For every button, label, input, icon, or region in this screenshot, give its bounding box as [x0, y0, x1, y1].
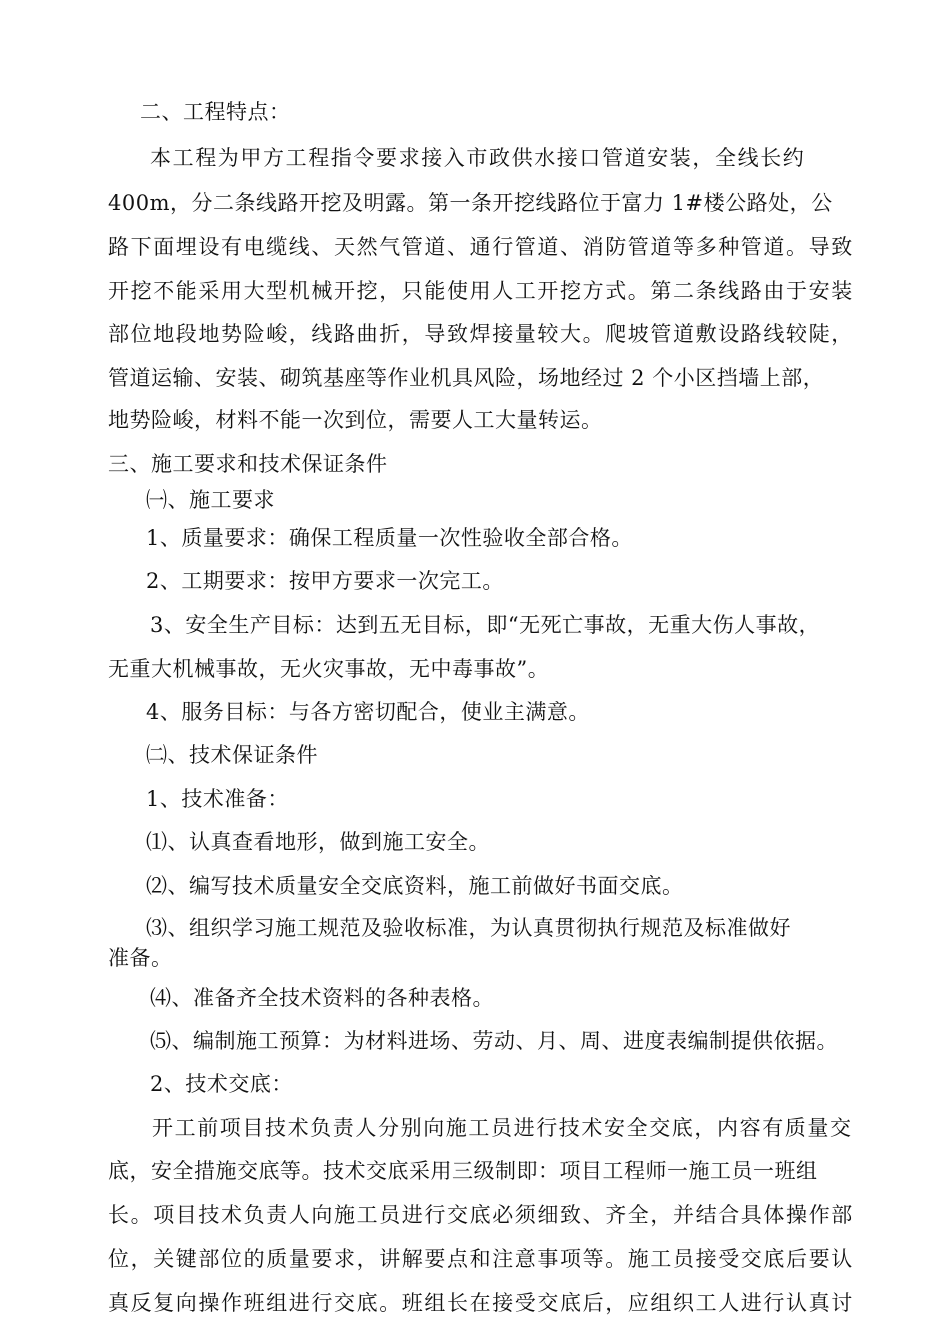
section-2-paragraph-line: 管道运输、安装、砌筑基座等作业机具风险，场地经过 2 个小区挡墙上部， — [108, 366, 825, 390]
preparation-item: ⑵、编写技术质量安全交底资料，施工前做好书面交底。 — [146, 874, 684, 898]
subsection-2-heading: ㈡、技术保证条件 — [146, 743, 318, 767]
section-2-heading: 二、工程特点： — [140, 100, 291, 124]
technical-briefing-paragraph-line: 底，安全措施交底等。技术交底采用三级制即：项目工程师一施工员一班组 — [108, 1159, 818, 1183]
preparation-item: ⑸、编制施工预算：为材料进场、劳动、月、周、进度表编制提供依据。 — [150, 1029, 838, 1053]
preparation-item: ⑴、认真查看地形，做到施工安全。 — [146, 830, 490, 854]
technical-briefing-paragraph-line: 开工前项目技术负责人分别向施工员进行技术安全交底，内容有质量交 — [152, 1116, 853, 1140]
technical-briefing-heading: 2、技术交底： — [150, 1072, 293, 1096]
technical-briefing-paragraph-line: 位，关键部位的质量要求，讲解要点和注意事项等。施工员接受交底后要认 — [108, 1247, 854, 1271]
subsection-1-heading: ㈠、施工要求 — [146, 488, 275, 512]
section-2-paragraph-line: 路下面埋设有电缆线、天然气管道、通行管道、消防管道等多种管道。导致 — [108, 235, 854, 259]
requirement-item-continuation: 无重大机械事故，无火灾事故，无中毒事故”。 — [108, 657, 550, 681]
technical-briefing-paragraph-line: 长。项目技术负责人向施工员进行交底必须细致、齐全，并结合具体操作部 — [108, 1203, 854, 1227]
requirement-item: 3、安全生产目标：达到五无目标，即“无死亡事故，无重大伤人事故， — [150, 613, 821, 637]
requirement-item: 1、质量要求：确保工程质量一次性验收全部合格。 — [146, 526, 633, 550]
section-2-paragraph-line: 400m，分二条线路开挖及明露。第一条开挖线路位于富力 1#楼公路处，公 — [108, 191, 833, 215]
section-2-paragraph-line: 开挖不能采用大型机械开挖，只能使用人工开挖方式。第二条线路由于安装 — [108, 279, 854, 303]
section-2-paragraph-line: 地势险峻，材料不能一次到位，需要人工大量转运。 — [108, 408, 603, 432]
technical-briefing-paragraph-line: 真反复向操作班组进行交底。班组长在接受交底后，应组织工人进行认真讨 — [108, 1291, 854, 1315]
technical-preparation-heading: 1、技术准备： — [146, 787, 289, 811]
preparation-item: ⑶、组织学习施工规范及验收标准，为认真贯彻执行规范及标准做好 — [146, 916, 791, 940]
section-3-heading: 三、施工要求和技术保证条件 — [108, 452, 388, 476]
requirement-item: 2、工期要求：按甲方要求一次完工。 — [146, 569, 504, 593]
preparation-item: ⑷、准备齐全技术资料的各种表格。 — [150, 986, 494, 1010]
section-2-paragraph-line: 部位地段地势险峻，线路曲折，导致焊接量较大。爬坡管道敷设路线较陡， — [108, 322, 854, 346]
section-2-paragraph-line: 本工程为甲方工程指令要求接入市政供水接口管道安装，全线长约 — [150, 146, 806, 170]
preparation-item-continuation: 准备。 — [108, 946, 173, 970]
requirement-item: 4、服务目标：与各方密切配合，使业主满意。 — [146, 700, 590, 724]
